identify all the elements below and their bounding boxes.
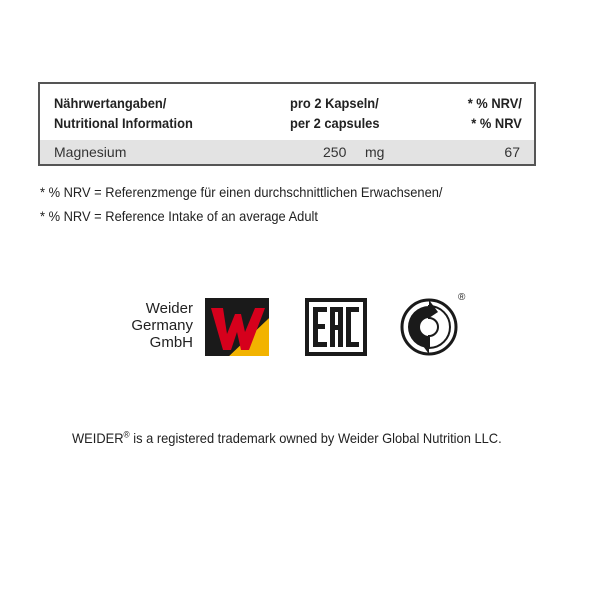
nutrition-table-header: [40, 84, 534, 142]
nutrition-table: [38, 82, 536, 166]
footnote-english: * % NRV = Reference Intake of an average Adult: [40, 208, 318, 224]
header-nutritional-information: Nährwertangaben/ Nutritional Information: [54, 95, 193, 131]
weider-germany-text: Weider Germany GmbH: [131, 300, 193, 351]
trademark-registered-symbol: ®: [123, 429, 130, 440]
weider-w-flag-icon: [205, 298, 269, 356]
footnote-german: * % NRV = Referenzmenge für einen durchschnittlichen Erwachsenen/: [40, 184, 443, 200]
green-dot-recycling-icon: [400, 298, 458, 356]
nutrient-amount: 250: [323, 144, 347, 160]
footnotes: [40, 180, 442, 228]
table-row: [40, 140, 534, 164]
trademark-notice: [72, 428, 502, 448]
trademark-text: is a registered trademark owned by Weider Global Nutrition LLC.: [129, 430, 502, 446]
eac-mark-icon: [305, 298, 367, 356]
nutrient-nrv: 67: [504, 144, 520, 160]
registered-mark: ®: [458, 292, 466, 303]
trademark-brand: WEIDER: [72, 430, 124, 446]
header-nrv: * % NRV/ * % NRV: [467, 95, 522, 131]
logo-row: [0, 290, 600, 370]
header-per-2-capsules: pro 2 Kapseln/ per 2 capsules: [290, 95, 380, 131]
nutrient-unit: mg: [365, 144, 385, 160]
nutrient-name: Magnesium: [54, 144, 127, 160]
